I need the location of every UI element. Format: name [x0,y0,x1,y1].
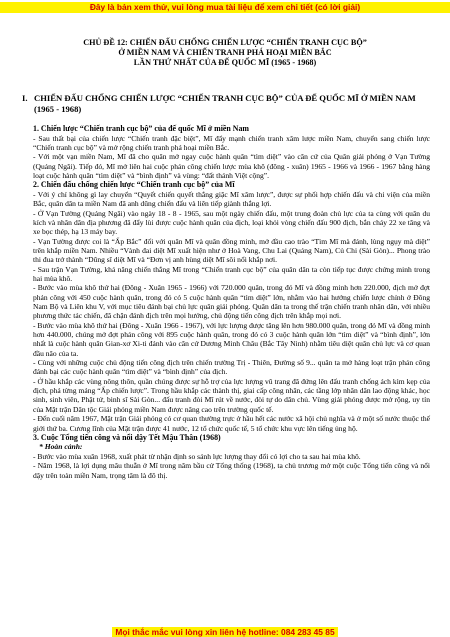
paragraph: - Với ý chí không gì lay chuyển “Quyết chiến quyết thắng giặc Mĩ xâm lược”, được sự phối hợp chiến đấu và chi viện của miền Bắc, quân dân ta miền Nam đã anh dũng chiến đấu và liên tiếp giành thắng lợi. [33,189,430,209]
section-title: CHIẾN ĐẤU CHỐNG CHIẾN LƯỢC “CHIẾN TRANH CỤC BỘ” CỦA ĐẾ QUỐC MĨ Ở MIỀN NAM (1965 - 1968) [34,93,416,114]
document-body [33,124,430,480]
preview-notice-text: Đây là bản xem thử, vui lòng mua tài liệu để xem chi tiết (có lời giải) [87,2,363,12]
paragraph: - Ở hầu khắp các vùng nông thôn, quần chúng được sự hỗ trợ của lực lượng vũ trang đã đứng lên đấu tranh chống ách kìm kẹp của địch, phá từng mảng “Ấp chiến lược”. Trong hầu khắp các thành thị, giai cấp công nhân, các tầng lớp nhân dân lao động khác, học sinh, sinh viên, Phật tử, binh sĩ Sài Gòn... đấu tranh đòi Mĩ rút về nước, đòi tự do dân chủ. Vùng giải phóng được mở rộng, uy tín của Mặt trận Dân tộc Giải phóng miền Nam được nâng cao trên trường quốc tế. [33,376,430,414]
subheading-3: 3. Cuộc Tổng tiến công và nổi dậy Tết Mậu Thân (1968) [33,432,221,442]
paragraph: - Đến cuối năm 1967, Mặt trận Giải phóng có cơ quan thường trực ở hầu hết các nước xã hội chủ nghĩa và ở một số nước thuộc thế giới thứ ba. Cương lĩnh của Mặt trận được 41 nước, 12 tổ chức quốc tế, 5 tổ chức khu vực lên tiếng ủng hộ. [33,414,430,433]
paragraph: - Cùng với những cuộc chủ động tiến công địch trên chiến trường Trị - Thiên, Đường số 9... quân ta mở hàng loạt trận phản công đánh bại các cuộc hành quân “tìm diệt” và “bình định” của địch. [33,358,430,377]
paragraph: - Vạn Tường được coi là “Ấp Bắc” đối với quân Mĩ và quân đồng minh, mở đầu cao trào “Tìm Mĩ mà đánh, lùng ngụy mà diệt” trên khắp miền Nam. Nhiều “Vành đai diệt Mĩ xuất hiện như ở Hoà Vang, Chu Lai (Quảng Nam), Củ Chi (Sài Gòn)... Phong trào thi đua trở thành “Dũng sĩ diệt Mĩ và “Đơn vị anh hùng diệt Mĩ sôi nổi khắp nơi. [33,236,430,265]
hotline-notice [0,628,450,637]
paragraph: - Bước vào mùa khô thứ hai (Đông - Xuân 1965 - 1966) với 720.000 quân, trong đó Mĩ và đồng minh hơn 220.000, địch mở đợt phản công với 450 cuộc hành quân, trong đó có 5 cuộc hành quân “tìm diệt” lớn, nhằm vào hai hướng chiến lược chính ở Đông Nam Bộ và Liên khu V, với mục tiêu đánh bại chủ lực quân giải phóng. Quân dân ta trong thế trận chiến tranh nhân dân, với nhiều phương thức tác chiến, đã chặn đánh địch trên mọi hướng, chủ động tiến công địch trên khắp mọi nơi. [33,283,430,321]
document-title-line-1: CHỦ ĐỀ 12: CHIẾN ĐẤU CHỐNG CHIẾN LƯỢC “CHIẾN TRANH CỤC BỘ” [83,38,367,47]
paragraph: - Sau trận Vạn Tường, khả năng chiến thắng Mĩ trong “Chiến tranh cục bộ” của quân dân ta còn tiếp tục được chứng minh trong hai mùa khô. [33,264,430,283]
document-title-block [60,38,390,68]
paragraph: - Ở Vạn Tường (Quảng Ngãi) vào ngày 18 - 8 - 1965, sau một ngày chiến đấu, một trung đoàn chủ lực của ta cùng với quân du kích và nhân dân địa phương đã đẩy lùi được cuộc hành quân của địch, loại khỏi vòng chiến đấu 900 địch, bắn cháy 22 xe tăng và xe bọc thép, hạ 13 máy bay. [33,208,430,237]
paragraph: - Năm 1968, là lợi dụng mâu thuẫn ở Mĩ trong năm bầu cử Tổng thống (1968), ta chủ trương mở một cuộc Tổng tiến công và nổi dậy trên toàn miền Nam, trọng tâm là đô thị. [33,461,430,480]
hotline-notice-text: Mọi thắc mắc vui lòng xin liên hệ hotline: 084 283 45 85 [112,627,337,637]
context-label: * Hoàn cảnh: [39,442,83,452]
subheading-1: 1. Chiến lược “Chiến tranh cục bộ” của đế quốc Mĩ ở miền Nam [33,124,250,133]
section-number: I. [22,93,28,103]
paragraph: - Sau thất bại của chiến lược “Chiến tranh đặc biệt”, Mĩ đẩy mạnh chiến tranh xâm lược miền Nam, chuyển sang chiến lược “Chiến tranh cục bộ” và mở rộng chiến tranh phá hoại miền Bắc. [33,133,430,152]
document-title-line-2: Ở MIỀN NAM VÀ CHIẾN TRANH PHÁ HOẠI MIỀN BẮC [118,48,332,57]
subheading-2: 2. Chiến đấu chống chiến lược “Chiến tranh cục bộ” của Mĩ [33,180,235,190]
document-title-line-3: LẦN THỨ NHẤT CỦA ĐẾ QUỐC MĨ (1965 - 1968) [133,58,317,67]
paragraph: - Bước vào mùa xuân 1968, xuất phát từ nhận định so sánh lực lượng thay đổi có lợi cho ta sau hai mùa khô. [33,451,361,461]
section-heading [22,93,432,114]
preview-notice [0,2,450,13]
paragraph: - Với một vạn miền Nam, Mĩ đã cho quân mở ngay cuộc hành quân “tìm diệt” vào căn cứ của Quân giải phóng ở Vạn Tường (Quảng Ngãi). Tiếp đó, Mĩ mở liên hai cuộc phản công chiến lược mùa khô (đông - xuân) 1965 - 1966 và 1966 - 1967 bằng hàng loạt cuộc hành quân “tìm diệt” và “bình định” và vùng: “đất thánh Việt cộng”. [33,152,430,180]
paragraph: - Bước vào mùa khô thứ hai (Đông - Xuân 1966 - 1967), với lực lượng được tăng lên hơn 980.000 quân, trong đó Mĩ và đồng minh hơn 440.000, chúng mở đợt phản công với 895 cuộc hành quân, trong đó có 3 cuộc hành quân lớn “tìm diệt” và “bình định”, lớn nhất là cuộc hành quân Gian-xơ Xi-ti đánh vào căn cứ Dương Minh Châu (Bắc Tây Ninh) nhằm tiêu diệt quân chủ lực và cơ quan đầu não của ta. [33,320,430,358]
